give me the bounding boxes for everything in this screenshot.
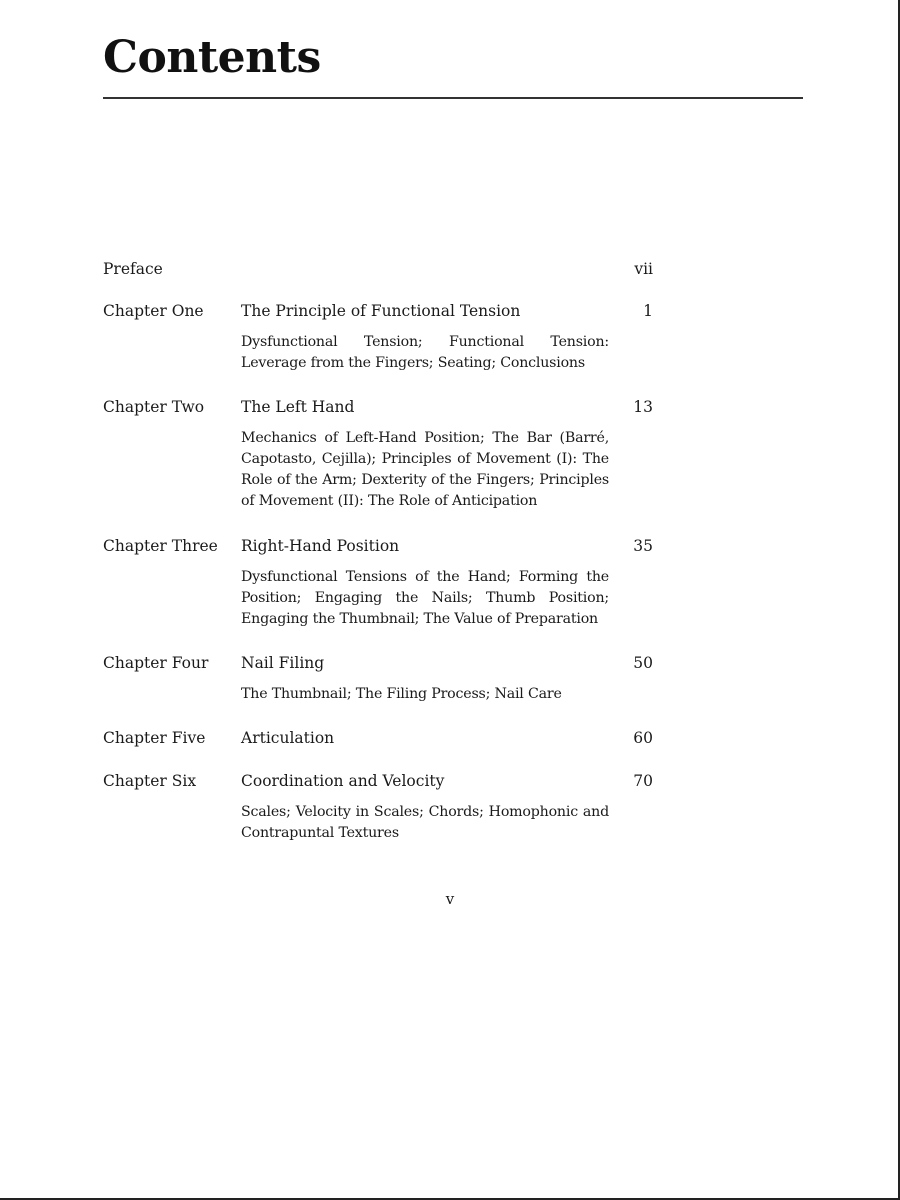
entry-page: 50 <box>633 654 653 672</box>
entry-description: Dysfunctional Tensions of the Hand; Forming the Position; Engaging the Nails; Thumb Position; Engaging the Thumbnail; The Value of Preparation <box>241 569 609 627</box>
entry-page: 1 <box>643 302 653 320</box>
entry-label: Chapter Four <box>103 654 209 672</box>
entry-description: The Thumbnail; The Filing Process; Nail Care <box>241 686 562 702</box>
entry-description: Scales; Velocity in Scales; Chords; Homophonic and Contrapuntal Textures <box>241 804 609 841</box>
toc-entry-chapter-four[interactable] <box>103 652 663 727</box>
entry-description: Mechanics of Left-Hand Position; The Bar (Barré, Capotasto, Cejilla); Principles of Movement (I): The Role of the Arm; Dexterity of the Fingers; Principles of Movement (II): The Role of Anticipation <box>241 430 609 509</box>
toc-entry-chapter-one[interactable] <box>103 300 663 396</box>
entry-page: 60 <box>633 729 653 747</box>
entry-page: 70 <box>633 772 653 790</box>
toc-entry-chapter-six[interactable] <box>103 770 663 850</box>
entry-label: Chapter Six <box>103 772 197 790</box>
entry-label: Chapter Five <box>103 729 206 747</box>
entry-page: 35 <box>633 537 653 555</box>
toc-entry-chapter-five[interactable] <box>103 727 663 770</box>
entry-page: 13 <box>633 398 653 416</box>
entry-title: The Principle of Functional Tension <box>241 302 521 320</box>
entry-page: vii <box>634 260 653 278</box>
toc-entry-chapter-three[interactable] <box>103 535 663 652</box>
entry-label: Chapter Three <box>103 537 218 555</box>
entry-title: The Left Hand <box>241 398 355 416</box>
entry-title: Articulation <box>241 729 335 747</box>
entry-label: Chapter One <box>103 302 204 320</box>
entry-title: Coordination and Velocity <box>241 772 445 790</box>
entry-label: Preface <box>103 260 163 278</box>
entry-label: Chapter Two <box>103 398 205 416</box>
entry-title: Nail Filing <box>241 654 325 672</box>
entry-title: Right-Hand Position <box>241 537 400 555</box>
page-number: v <box>445 890 455 908</box>
title-rule <box>103 97 803 99</box>
table-of-contents <box>103 258 663 850</box>
toc-entry-preface[interactable] <box>103 258 663 300</box>
toc-entry-chapter-two[interactable] <box>103 396 663 535</box>
entry-description: Dysfunctional Tension; Functional Tension: Leverage from the Fingers; Seating; Conclusions <box>241 334 609 371</box>
page-title: Contents <box>103 32 321 83</box>
